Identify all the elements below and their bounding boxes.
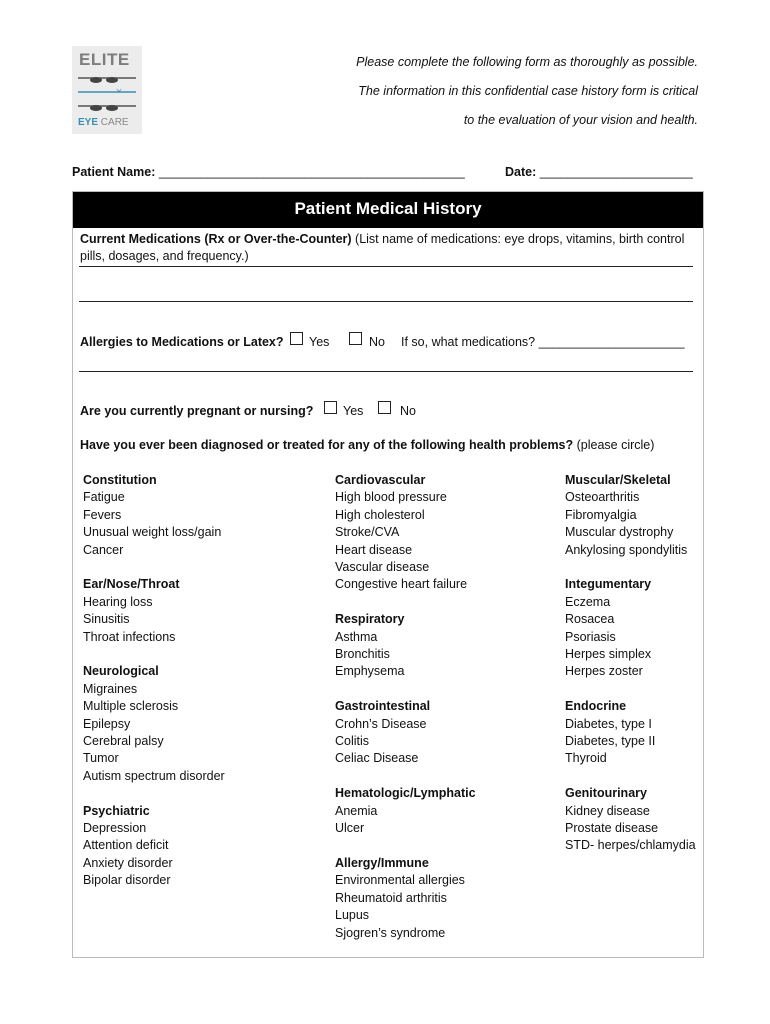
- group-spacer: [335, 768, 476, 785]
- medical-history-section: [72, 191, 704, 958]
- medications-note-line2: pills, dosages, and frequency.): [80, 249, 249, 263]
- condition-item[interactable]: Asthma: [335, 629, 378, 644]
- condition-item[interactable]: Stroke/CVA: [335, 525, 400, 540]
- condition-item[interactable]: Ankylosing spondylitis: [565, 542, 688, 557]
- allergies-followup[interactable]: If so, what medications? _____________________: [401, 335, 685, 349]
- condition-item[interactable]: Diabetes, type II: [565, 734, 656, 749]
- allergies-yes-checkbox[interactable]: [290, 332, 303, 345]
- elite-eye-care-logo: [72, 46, 142, 134]
- condition-item[interactable]: Herpes simplex: [565, 647, 652, 662]
- condition-item[interactable]: Heart disease: [335, 542, 413, 557]
- condition-group-heading: Gastrointestinal: [335, 699, 431, 714]
- medications-question: [80, 232, 684, 246]
- condition-item[interactable]: Autism spectrum disorder: [83, 768, 225, 783]
- allergies-no-label: No: [369, 335, 385, 349]
- condition-item[interactable]: Muscular dystrophy: [565, 525, 674, 540]
- condition-item[interactable]: Fevers: [83, 507, 122, 522]
- conditions-column-2: [335, 472, 476, 942]
- condition-group-heading: Ear/Nose/Throat: [83, 577, 180, 592]
- intro-line: The information in this confidential case history form is critical: [358, 84, 698, 98]
- logo-subtitle: EYE CARE: [78, 117, 129, 128]
- condition-item[interactable]: Diabetes, type I: [565, 716, 652, 731]
- condition-item[interactable]: Ulcer: [335, 821, 365, 836]
- condition-item[interactable]: Cancer: [83, 542, 124, 557]
- medications-answer-line[interactable]: [79, 301, 693, 302]
- group-spacer: [335, 594, 476, 611]
- date-field[interactable]: [505, 165, 693, 179]
- condition-group-heading: Genitourinary: [565, 786, 647, 801]
- condition-item[interactable]: Rheumatoid arthritis: [335, 890, 447, 905]
- group-spacer: [335, 681, 476, 698]
- condition-item[interactable]: Hearing loss: [83, 594, 153, 609]
- condition-item[interactable]: Eczema: [565, 594, 611, 609]
- condition-item[interactable]: Epilepsy: [83, 716, 131, 731]
- date-blank[interactable]: ______________________: [539, 165, 693, 179]
- condition-group-heading: Endocrine: [565, 699, 627, 714]
- condition-item[interactable]: Fatigue: [83, 490, 125, 505]
- diagnosed-note: (please circle): [573, 438, 655, 452]
- allergies-no-checkbox[interactable]: [349, 332, 362, 345]
- group-spacer: [565, 681, 696, 698]
- group-spacer: [335, 837, 476, 854]
- allergies-yes-label: Yes: [309, 335, 330, 349]
- condition-item[interactable]: Anemia: [335, 803, 378, 818]
- medications-answer-line[interactable]: [79, 266, 693, 267]
- pregnant-no-label: No: [400, 404, 416, 418]
- condition-item[interactable]: Crohn’s Disease: [335, 716, 427, 731]
- condition-item[interactable]: STD- herpes/chlamydia: [565, 838, 696, 853]
- patient-name-label: Patient Name:: [72, 165, 156, 179]
- intro-line: Please complete the following form as thoroughly as possible.: [356, 55, 698, 69]
- condition-item[interactable]: High cholesterol: [335, 507, 425, 522]
- pregnant-yes-checkbox[interactable]: [324, 401, 337, 414]
- condition-item[interactable]: Osteoarthritis: [565, 490, 640, 505]
- condition-group-heading: Constitution: [83, 473, 157, 487]
- patient-name-blank[interactable]: ____________________________________________: [158, 165, 465, 179]
- condition-item[interactable]: Prostate disease: [565, 821, 659, 836]
- condition-item[interactable]: High blood pressure: [335, 490, 447, 505]
- condition-item[interactable]: Celiac Disease: [335, 751, 419, 766]
- condition-item[interactable]: Environmental allergies: [335, 873, 465, 888]
- condition-group-heading: Neurological: [83, 664, 159, 679]
- condition-group-heading: Hematologic/Lymphatic: [335, 786, 476, 801]
- condition-item[interactable]: Sinusitis: [83, 612, 130, 627]
- condition-group-heading: Psychiatric: [83, 803, 150, 818]
- condition-item[interactable]: Psoriasis: [565, 629, 616, 644]
- condition-item[interactable]: Thyroid: [565, 751, 607, 766]
- section-title: Patient Medical History: [73, 192, 703, 228]
- condition-item[interactable]: Fibromyalgia: [565, 507, 637, 522]
- conditions-column-1: [83, 472, 225, 890]
- condition-group-heading: Allergy/Immune: [335, 855, 429, 870]
- condition-item[interactable]: Bipolar disorder: [83, 873, 171, 888]
- condition-item[interactable]: Congestive heart failure: [335, 577, 468, 592]
- condition-item[interactable]: Anxiety disorder: [83, 855, 173, 870]
- patient-name-field[interactable]: [72, 165, 465, 179]
- condition-item[interactable]: Herpes zoster: [565, 664, 643, 679]
- group-spacer: [565, 559, 696, 576]
- condition-item[interactable]: Lupus: [335, 908, 370, 923]
- condition-item[interactable]: Cerebral palsy: [83, 734, 164, 749]
- condition-item[interactable]: Emphysema: [335, 664, 405, 679]
- condition-item[interactable]: Sjogren’s syndrome: [335, 925, 446, 940]
- condition-item[interactable]: Throat infections: [83, 629, 176, 644]
- intro-line: to the evaluation of your vision and health.: [463, 113, 698, 127]
- date-label: Date:: [505, 165, 537, 179]
- condition-group-heading: Integumentary: [565, 577, 652, 592]
- allergies-label: Allergies to Medications or Latex?: [80, 335, 284, 349]
- condition-item[interactable]: Migraines: [83, 681, 138, 696]
- condition-item[interactable]: Multiple sclerosis: [83, 699, 179, 714]
- pregnant-yes-label: Yes: [343, 404, 364, 418]
- condition-group-heading: Cardiovascular: [335, 473, 426, 487]
- glasses-icon: [78, 72, 136, 116]
- diagnosed-question: [80, 438, 654, 452]
- condition-item[interactable]: Vascular disease: [335, 560, 430, 575]
- condition-item[interactable]: Unusual weight loss/gain: [83, 525, 222, 540]
- condition-item[interactable]: Depression: [83, 821, 147, 836]
- condition-item[interactable]: Rosacea: [565, 612, 615, 627]
- medications-label: Current Medications (Rx or Over-the-Counter): [80, 232, 352, 246]
- conditions-column-3: [565, 472, 696, 855]
- group-spacer: [83, 646, 225, 663]
- condition-item[interactable]: Kidney disease: [565, 803, 650, 818]
- pregnant-no-checkbox[interactable]: [378, 401, 391, 414]
- condition-item[interactable]: Attention deficit: [83, 838, 169, 853]
- intro-text: [356, 48, 698, 135]
- condition-group-heading: Muscular/Skeletal: [565, 473, 671, 487]
- diagnosed-label: Have you ever been diagnosed or treated for any of the following health problems?: [80, 438, 574, 452]
- allergies-answer-line[interactable]: [79, 371, 693, 372]
- group-spacer: [83, 559, 225, 576]
- pregnant-label: Are you currently pregnant or nursing?: [80, 404, 314, 418]
- group-spacer: [565, 768, 696, 785]
- condition-item[interactable]: Tumor: [83, 751, 119, 766]
- condition-group-heading: Respiratory: [335, 612, 405, 627]
- condition-item[interactable]: Colitis: [335, 734, 370, 749]
- logo-brand: ELITE: [79, 50, 130, 69]
- condition-item[interactable]: Bronchitis: [335, 647, 390, 662]
- group-spacer: [83, 785, 225, 802]
- medications-note: (List name of medications: eye drops, vitamins, birth control: [351, 232, 685, 246]
